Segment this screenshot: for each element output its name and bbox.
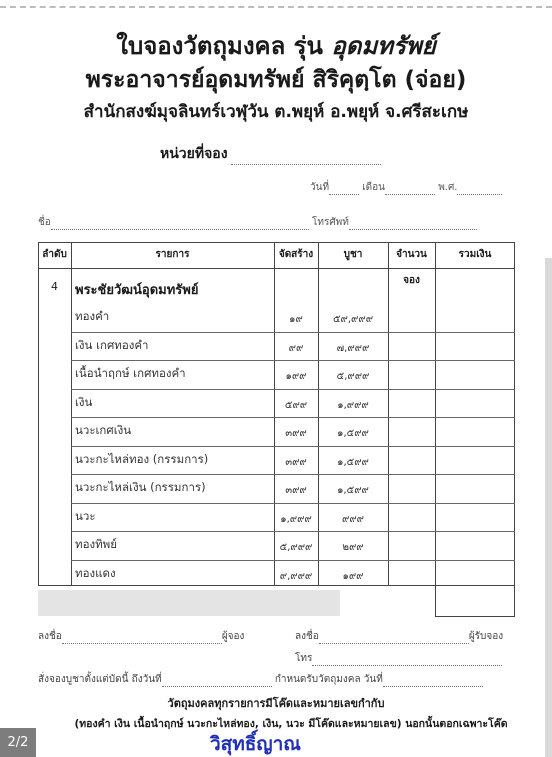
item-name: ทองคำ xyxy=(75,309,110,323)
made-count: ๙,๙๙๙ xyxy=(279,571,313,582)
date-day-field[interactable] xyxy=(329,185,359,195)
unit-field[interactable] xyxy=(231,155,381,165)
group-number: 4 xyxy=(51,280,58,293)
col-header-quantity: จำนวนจอง xyxy=(396,249,427,286)
item-name: นวะกะไหล่เงิน (กรรมการ) xyxy=(75,480,206,494)
deposit-date-field[interactable] xyxy=(162,677,272,687)
date-year-field[interactable] xyxy=(457,185,502,195)
item-name: นวะเกศเงิน xyxy=(75,423,132,437)
sign-label: ลงชื่อ xyxy=(38,631,62,642)
price-value: ๒๙๙ xyxy=(342,542,364,553)
phone-short-label: โทร xyxy=(295,653,313,664)
name-row xyxy=(38,215,477,230)
item-name: นวะกะไหล่ทอง (กรรมการ) xyxy=(75,452,209,466)
made-count: ๑๙๙ xyxy=(285,371,307,382)
receiver-signature xyxy=(295,629,503,644)
item-name: เนื้อนำฤกษ์ เกศทองคำ xyxy=(75,366,186,380)
col-header-price: บูชา xyxy=(343,249,363,260)
top-border-dash xyxy=(0,6,552,8)
receiver-phone xyxy=(295,651,502,666)
sign-label: ลงชื่อ xyxy=(295,631,319,642)
receiver-phone-field[interactable] xyxy=(312,656,502,666)
row-divider xyxy=(71,417,515,418)
col-header-total: รวมเงิน xyxy=(458,249,492,260)
price-value: ๑,๙๙๙ xyxy=(337,400,369,411)
price-value: ๗,๙๙๙ xyxy=(336,343,370,354)
unit-label: หน่วยที่จอง xyxy=(160,146,228,162)
booker-sign-field[interactable] xyxy=(62,634,222,644)
receiver-label: ผู้รับจอง xyxy=(468,631,504,642)
row-divider xyxy=(71,474,515,475)
unit-row xyxy=(160,143,381,165)
scrollbar-strip[interactable] xyxy=(545,258,552,757)
row-divider xyxy=(71,503,515,504)
made-count: ๕๙๙ xyxy=(284,400,308,411)
page-indicator: 2/2 xyxy=(0,728,36,757)
temple-address: สำนักสงฆ์มุจลินทร์เวฬุวัน ต.พยุห์ อ.พยุห์ จ.ศรีสะเกษ xyxy=(83,102,469,122)
booker-label: ผู้จอง xyxy=(221,631,245,642)
row-divider xyxy=(71,560,515,561)
phone-field[interactable] xyxy=(349,220,477,230)
price-value: ๙๙๙ xyxy=(342,514,364,525)
row-divider xyxy=(71,531,515,532)
summary-band xyxy=(38,590,340,616)
code-note: วัตถุมงคลทุกรายการมีโค๊ดและหมายเลขกำกับ xyxy=(167,697,385,710)
receive-text: กำหนดรับวัตถุมงคล วันที่ xyxy=(274,674,383,685)
price-value: ๕๙,๙๙๙ xyxy=(332,314,374,325)
price-value: ๑๙๙ xyxy=(342,571,364,582)
row-divider xyxy=(71,360,515,361)
price-value: ๑,๕๙๙ xyxy=(337,457,369,468)
group-title: พระชัยวัฒน์อุดมทรัพย์ xyxy=(75,283,199,298)
col-header-made: จัดสร้าง xyxy=(278,249,314,260)
deposit-text: สั่งจองบูชาตั้งแต่บัดนี้ ถึงวันที่ xyxy=(38,674,162,685)
made-count: ๓๙๙ xyxy=(285,485,307,496)
booker-signature xyxy=(38,629,244,644)
booking-period xyxy=(38,672,483,687)
date-month-label: เดือน xyxy=(362,182,385,193)
price-value: ๕,๙๙๙ xyxy=(336,371,370,382)
made-count: ๙๙ xyxy=(288,343,304,354)
item-name: นวะ xyxy=(75,509,96,523)
monk-name: พระอาจารย์อุดมทรัพย์ สิริคุตฺโต (จ่อย) xyxy=(85,67,467,93)
date-day-label: วันที่ xyxy=(310,182,330,193)
row-divider xyxy=(71,389,515,390)
col-divider xyxy=(388,242,389,586)
name-label: ชื่อ xyxy=(38,217,51,228)
made-count: ๓๙๙ xyxy=(285,457,307,468)
name-field[interactable] xyxy=(51,220,309,230)
col-divider xyxy=(318,242,319,586)
item-name: ทองทิพย์ xyxy=(75,537,118,551)
row-divider xyxy=(71,332,515,333)
order-table xyxy=(38,242,515,617)
date-year-label: พ.ศ. xyxy=(438,182,458,193)
made-count: ๕,๙๙๙ xyxy=(279,542,313,553)
page-title: ใบจองวัตถุมงคล รุ่น อุดมทรัพย์ xyxy=(116,32,436,60)
phone-label: โทรศัพท์ xyxy=(311,217,349,228)
code-note-detail: (ทองคำ เงิน เนื้อนำฤกษ์ นวะกะไหล่ทอง, เงิน, นวะ มีโค๊ดและหมายเลข) นอกนั้นตอกเฉพาะโค๊ด xyxy=(74,718,508,730)
receive-date-field[interactable] xyxy=(383,677,483,687)
grand-total-box[interactable] xyxy=(435,586,515,617)
col-divider xyxy=(71,242,72,586)
price-value: ๑,๕๙๙ xyxy=(337,428,369,439)
header-divider xyxy=(38,268,515,269)
col-header-no: ลำดับ xyxy=(42,249,67,260)
item-name: ทองแดง xyxy=(75,566,116,580)
watermark: วิสุทธิ์ญาณ xyxy=(210,733,301,755)
made-count: ๑๙ xyxy=(289,314,303,325)
row-divider xyxy=(71,446,515,447)
col-header-item: รายการ xyxy=(155,249,190,260)
made-count: ๓๙๙ xyxy=(285,428,307,439)
date-row xyxy=(310,180,502,195)
date-month-field[interactable] xyxy=(385,185,435,195)
made-count: ๑,๙๙๙ xyxy=(280,514,312,525)
item-name: เงิน xyxy=(75,395,93,409)
price-value: ๑,๕๙๙ xyxy=(337,485,369,496)
receiver-sign-field[interactable] xyxy=(319,634,469,644)
item-name: เงิน เกศทองคำ xyxy=(75,338,149,352)
col-divider xyxy=(274,242,275,586)
